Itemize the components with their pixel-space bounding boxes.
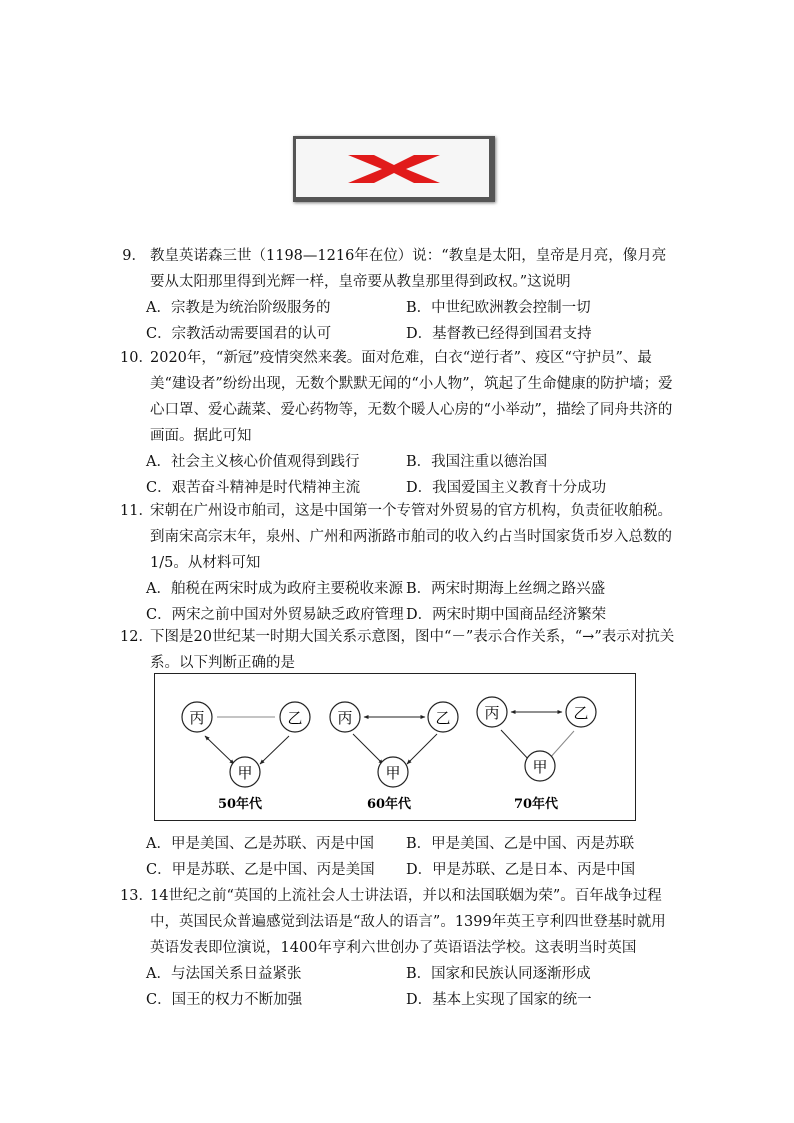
question-11: [120, 498, 680, 628]
option-c: C．宗教活动需要国君的认可: [146, 326, 332, 342]
node-label-bing: 丙: [484, 704, 500, 722]
confrontation-arrow: [205, 736, 234, 764]
diagram-panel-70s: [477, 697, 596, 812]
question-text: 14世纪之前“英国的上流社会人士讲法语，并以和法国联姻为荣”。百年战争过程中，英国民众普遍感觉到法语是“敌人的语言”。1399年英王亨利四世登基时就用英语发表即位演说，1400年亨利六世创办了英语语法学校。这表明当时英国: [150, 888, 666, 956]
option-c: C．甲是苏联、乙是中国、丙是美国: [146, 862, 375, 878]
question-stem: [120, 883, 680, 961]
question-12: [120, 624, 680, 676]
broken-image-icon: [344, 152, 444, 186]
option-b: B．国家和民族认同逐渐形成: [406, 966, 591, 982]
cooperation-line: [549, 731, 574, 759]
broken-image-placeholder: [293, 136, 495, 202]
option-a: A．与法国关系日益紧张: [146, 966, 302, 982]
confrontation-arrow: [407, 734, 437, 764]
option-c: C．两宋之前中国对外贸易缺乏政府管理: [146, 607, 404, 623]
panel-caption: 70年代: [513, 797, 559, 812]
option-c: C．国王的权力不断加强: [146, 992, 303, 1008]
option-a: A．宗教是为统治阶级服务的: [146, 300, 331, 316]
option-b: B．中世纪欧洲教会控制一切: [406, 300, 591, 316]
node-label-jia: 甲: [532, 758, 548, 776]
question-number: 12．: [120, 629, 153, 645]
node-label-yi: 乙: [435, 709, 451, 727]
question-number: 9．: [122, 248, 146, 264]
question-stem: [120, 624, 680, 676]
node-label-yi: 乙: [573, 704, 589, 722]
confrontation-arrow: [260, 736, 289, 764]
option-a: A．舶税在两宋时成为政府主要税收来源: [146, 581, 403, 597]
question-stem: [120, 498, 680, 576]
panel-caption: 60年代: [366, 797, 412, 812]
option-a: A．社会主义核心价值观得到践行: [146, 454, 360, 470]
option-b: B．我国注重以德治国: [406, 454, 548, 470]
option-a: A．甲是美国、乙是苏联、丙是中国: [146, 836, 374, 852]
option-d: D．基督教已经得到国君支持: [406, 326, 592, 342]
node-label-jia: 甲: [237, 764, 253, 782]
diagram-panel-60s: [330, 702, 458, 812]
question-10: [120, 345, 680, 501]
confrontation-arrow: [501, 730, 531, 762]
question-text: 宋朝在广州设市舶司，这是中国第一个专管对外贸易的官方机构，负责征收舶税。到南宋高宗末年，泉州、广州和两浙路市舶司的收入约占当时国家货币岁入总数的1/5。从材料可知: [150, 503, 672, 571]
question-text: 下图是20世纪某一时期大国关系示意图，图中“－”表示合作关系，“→”表示对抗关系。以下判断正确的是: [150, 629, 675, 671]
node-label-bing: 丙: [337, 709, 353, 727]
relations-diagram: [154, 673, 636, 821]
option-b: B．两宋时期海上丝绸之路兴盛: [406, 581, 606, 597]
question-stem: [120, 345, 680, 449]
option-d: D．我国爱国主义教育十分成功: [406, 480, 607, 496]
node-label-jia: 甲: [385, 764, 401, 782]
option-d: D．甲是苏联、乙是日本、丙是中国: [406, 862, 636, 878]
option-d: D．两宋时期中国商品经济繁荣: [406, 607, 607, 623]
panel-caption: 50年代: [217, 797, 263, 812]
node-label-bing: 丙: [189, 709, 205, 727]
node-label-yi: 乙: [287, 709, 303, 727]
confrontation-arrow: [353, 734, 383, 764]
question-number: 13．: [120, 888, 153, 904]
option-c: C．艰苦奋斗精神是时代精神主流: [146, 480, 361, 496]
question-13: [120, 883, 680, 1013]
question-9: [120, 243, 680, 347]
option-d: D．基本上实现了国家的统一: [406, 992, 592, 1008]
question-12-options: [120, 831, 680, 883]
question-text: 2020年，“新冠”疫情突然来袭。面对危难，白衣“逆行者”、疫区“守护员”、最美“建设者”纷纷出现，无数个默默无闻的“小人物”，筑起了生命健康的防护墙；爱心口罩、爱心蔬菜、爱心药物等，无数个暖人心房的“小举动”，描绘了同舟共济的画面。据此可知: [150, 350, 673, 444]
question-stem: [120, 243, 680, 295]
option-b: B．甲是美国、乙是中国、丙是苏联: [406, 836, 635, 852]
diagram-panel-50s: [182, 702, 310, 812]
question-number: 10．: [120, 350, 153, 366]
question-number: 11．: [120, 503, 153, 519]
question-text: 教皇英诺森三世（1198—1216年在位）说：“教皇是太阳，皇帝是月亮，像月亮要从太阳那里得到光辉一样，皇帝要从教皇那里得到政权。”这说明: [150, 248, 667, 290]
